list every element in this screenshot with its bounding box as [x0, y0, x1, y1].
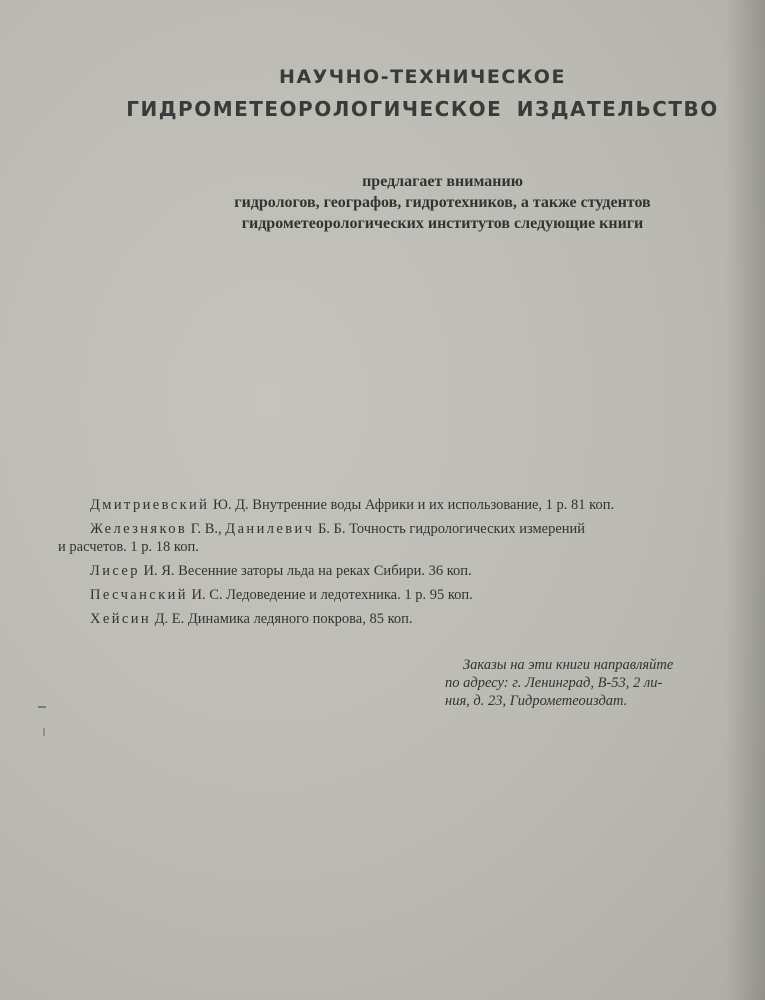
book-list [58, 496, 750, 634]
book-author: Лисер [90, 563, 140, 579]
order-note [445, 656, 745, 710]
order-note-line3: ния, д. 23, Гидрометеоиздат. [445, 693, 628, 709]
book-entry-2 [58, 520, 750, 556]
book-entry-3 [90, 562, 750, 580]
order-note-line1: Заказы на эти книги направляйте [463, 657, 674, 673]
book-details-2: Б. Б. Точность гидрологических измерений [314, 521, 586, 537]
intro-line1: предлагает вниманию [362, 173, 523, 190]
book-details: Ю. Д. Внутренние воды Африки и их использование, 1 р. 81 коп. [209, 497, 615, 513]
book-author: Хейсин [90, 611, 152, 627]
book-details: Г. В., [187, 521, 226, 537]
book-details-continued: и расчетов. 1 р. 18 коп. [58, 539, 199, 555]
book-author: Железняков [90, 521, 188, 537]
page-blemish [43, 728, 45, 736]
book-entry-1 [90, 496, 750, 514]
publisher-title-line2: ГИДРОМЕТЕОРОЛОГИЧЕСКОЕ ИЗДАТЕЛЬСТВО [126, 97, 719, 121]
book-details: Д. Е. Динамика ледяного покрова, 85 коп. [151, 611, 413, 627]
book-details: И. С. Ледоведение и ледотехника. 1 р. 95 коп. [187, 587, 473, 603]
page-blemish [38, 706, 46, 708]
book-details: И. Я. Весенние заторы льда на реках Сибири. 36 коп. [139, 563, 472, 579]
book-author: Песчанский [90, 587, 188, 603]
intro-line2: гидрологов, географов, гидротехников, а также студентов [234, 194, 651, 211]
book-entry-4 [90, 586, 750, 604]
intro-line3: гидрометеорологических институтов следующие книги [241, 215, 644, 232]
book-author: Дмитриевский [90, 497, 210, 513]
publisher-title-line1: НАУЧНО-ТЕХНИЧЕСКОЕ [279, 66, 566, 88]
order-note-line2: по адресу: г. Ленинград, В-53, 2 ли- [445, 675, 663, 691]
book-author-2: Данилевич [225, 521, 315, 537]
book-entry-5 [90, 610, 750, 628]
